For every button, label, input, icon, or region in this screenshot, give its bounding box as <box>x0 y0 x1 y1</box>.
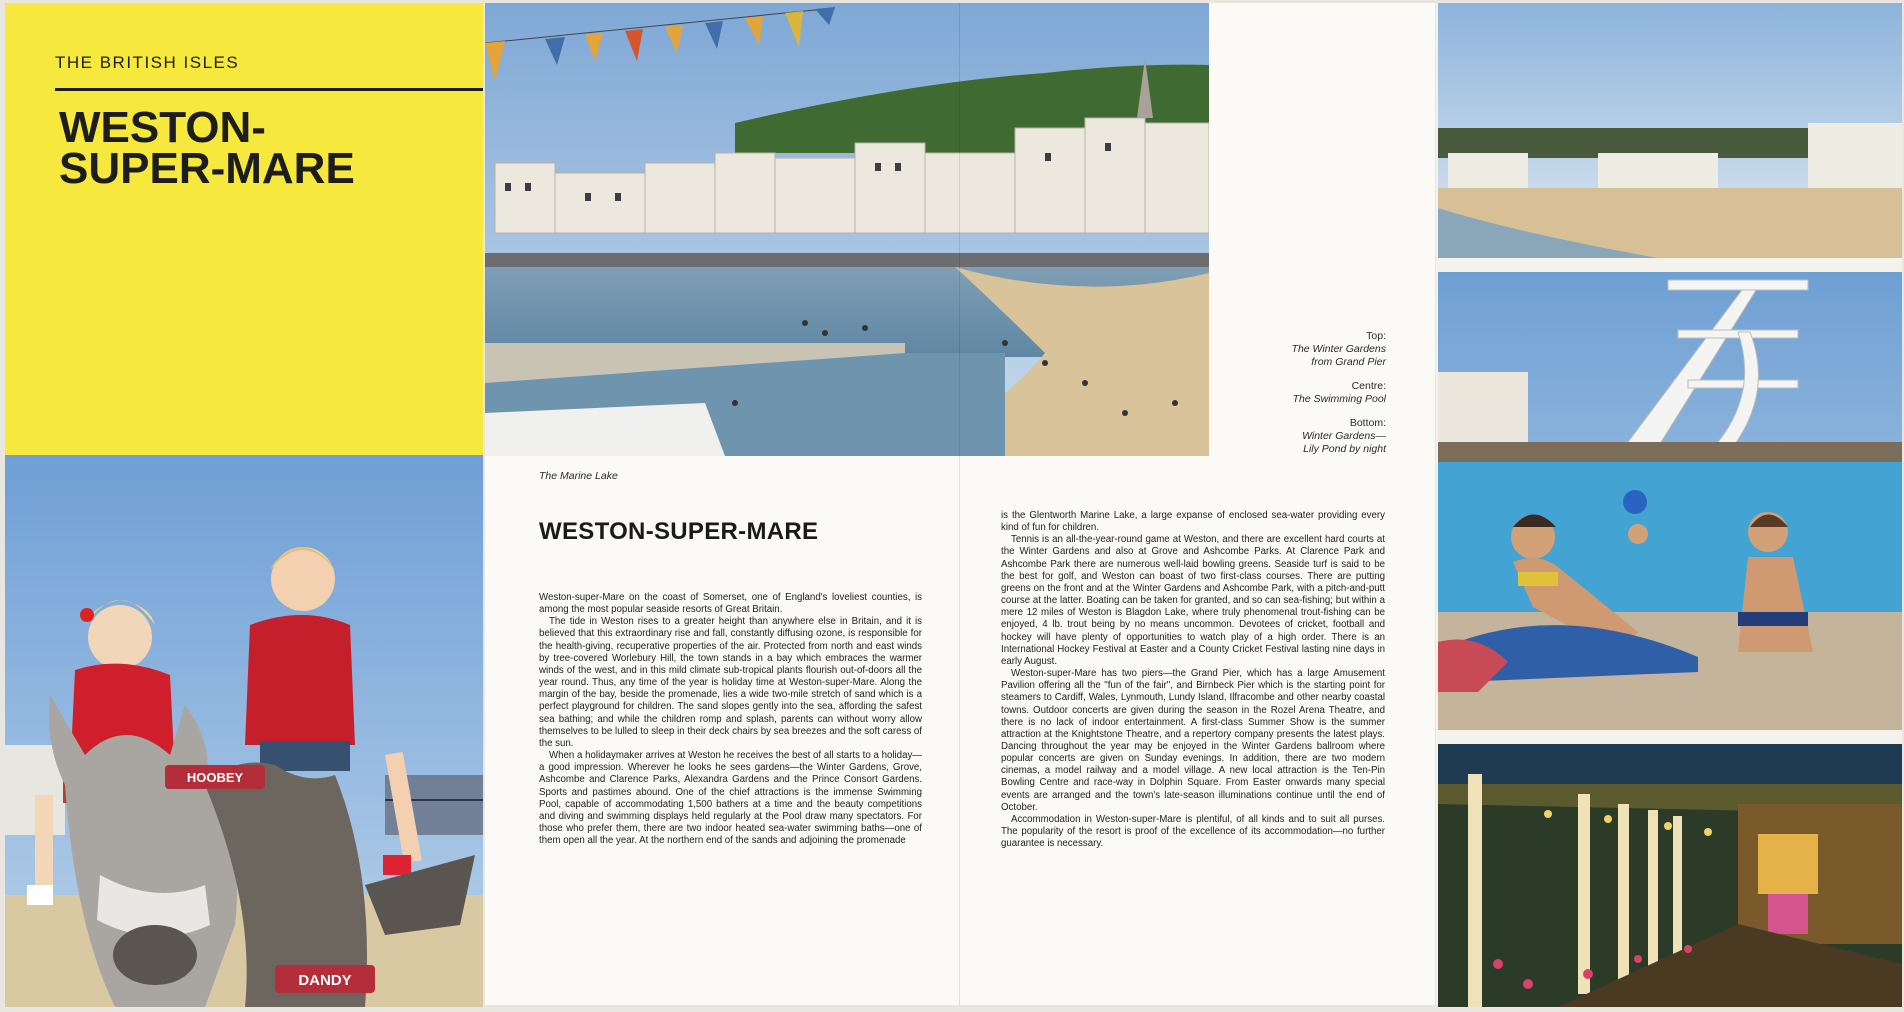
photo-swimming-pool <box>1438 272 1902 730</box>
article-paragraph: is the Glentworth Marine Lake, a large expanse of enclosed sea-water providing every kind of fun for children. <box>1001 510 1385 534</box>
article-paragraph: Tennis is an all-the-year-round game at Weston, and there are excellent hard courts at the Winter Gardens and also at Grove and Ashcombe Parks. At Clarence Park and Ashcombe Park there are numerous well-laid bowling greens. Seaside turf is said to be the best for golf, and Weston can boast of two first-class courses. There are putting greens on the front and at the Winter Gardens and Ashcombe Park, with a pitch-and-putt course at the latter. Boating can be taken for granted, and so can sea-fishing; but within a mere 12 miles of Weston is Blagdon Lake, where truly phenomenal trout-fishing can be enjoyed, 4 lb. trout being by no means uncommon. Devotees of cricket, football and hockey will have plenty of opportunities to watch play of a high order. There is an International Hockey Festival at Easter and a County Cricket Festival lasting nine days in early August. <box>1001 534 1385 667</box>
photo-children-on-donkeys <box>5 455 483 1007</box>
caption-text: Winter Gardens— Lily Pond by night <box>1302 430 1386 455</box>
series-label: THE BRITISH ISLES <box>55 53 240 72</box>
article-title: WESTON-SUPER-MARE <box>539 518 819 545</box>
article-paragraph: The tide in Weston rises to a greater height than anywhere else in Britain, and it is believed that this extraordinary rise and fall, constantly diffusing ozone, is responsible for the health-giving, recuperative properties of the air. Protected from north and east winds by tree-covered Worlebury Hill, the town stands in a bay which embraces the warmer winds of the west, and in this mild climate sub-tropical plants flourish out-of-doors all the year round. Thus, any time of the year is holiday time at Weston-super-Mare. Along the margin of the bay, beside the promenade, lies a wide two-mile stretch of sand which is a perfect playground for children. The sand slopes gently into the sea, affording the safest sea bathing; and while the children romp and splash, parents can without worry allow themselves to be lulled to sleep in their deck chairs by sea breezes and the soft caress of the sun. <box>539 616 922 749</box>
article-column-right <box>1001 510 1385 850</box>
caption-text: The Winter Gardens from Grand Pier <box>1291 343 1386 368</box>
donkey-headband-left: HOOBEY <box>186 770 244 785</box>
photo-winter-gardens-from-pier <box>1438 3 1902 258</box>
photo-lily-pond-by-night <box>1438 744 1902 1007</box>
photo-captions <box>1248 330 1386 467</box>
cover-title: WESTON- SUPER-MARE <box>59 103 355 193</box>
article-column-left <box>539 592 922 847</box>
caption-text: The Swimming Pool <box>1292 393 1386 405</box>
page-fold <box>959 3 960 1005</box>
article-paragraph: Weston-super-Mare on the coast of Somerset, one of England's loveliest counties, is among the most popular seaside resorts of Great Britain. <box>539 592 922 616</box>
article-paragraph: Accommodation in Weston-super-Mare is plentiful, of all kinds and to suit all purses. The popularity of the resort is proof of the excellence of its accommodation—no further guarantee is necessary. <box>1001 813 1385 850</box>
caption-position: Centre: <box>1351 380 1386 392</box>
article-paragraph: Weston-super-Mare has two piers—the Grand Pier, which has a large Amusement Pavilion offering all the "fun of the fair", and Birnbeck Pier which is the starting point for steamers to Cardiff, Wales, Lynmouth, Lundy Island, Ilfracombe and other nearby coastal towns. Outdoor concerts are given during the season in the Rozel Arena Theatre, and there is no lack of indoor entertainment. A first-class Summer Show is the summer attraction at the Knightstone Theatre, and a repertory company presents the latest plays. Dancing throughout the year may be enjoyed in the Winter Gardens ballroom where popular concerts are given on Sunday evenings. In addition, there are two modern cinemas, a model railway and a model village. A new local attraction is the Ten-Pin Bowling Centre and race-way in Dolphin Square. From Easter onwards many special events are arranged and the town's late-season illuminations continue until the end of October. <box>1001 668 1385 813</box>
cover-title-panel <box>5 3 483 455</box>
article-paragraph: When a holidaymaker arrives at Weston he receives the best of all starts to a holiday—a good impression. Wherever he looks he sees gardens—the Winter Gardens, Grove, Ashcombe and Clarence Parks, Alexandra Gardens and the Prince Consort Gardens. Sports and pastimes abound. One of the chief attractions is the immense Swimming Pool, capable of accommodating 1,500 bathers at a time and the beauty competitions and diving and swimming displays held regularly at the Pool draw many spectators. For those who prefer them, there are two indoor heated sea-water swimming baths—one of them open all the year. At the northern end of the sands and adjoining the promenade <box>539 750 922 847</box>
donkey-headband-right: DANDY <box>298 972 352 989</box>
marine-lake-caption: The Marine Lake <box>539 470 618 482</box>
caption-position: Bottom: <box>1349 417 1386 429</box>
cover-divider <box>55 88 483 91</box>
caption-position: Top: <box>1366 330 1386 342</box>
photo-marine-lake <box>485 3 1209 456</box>
